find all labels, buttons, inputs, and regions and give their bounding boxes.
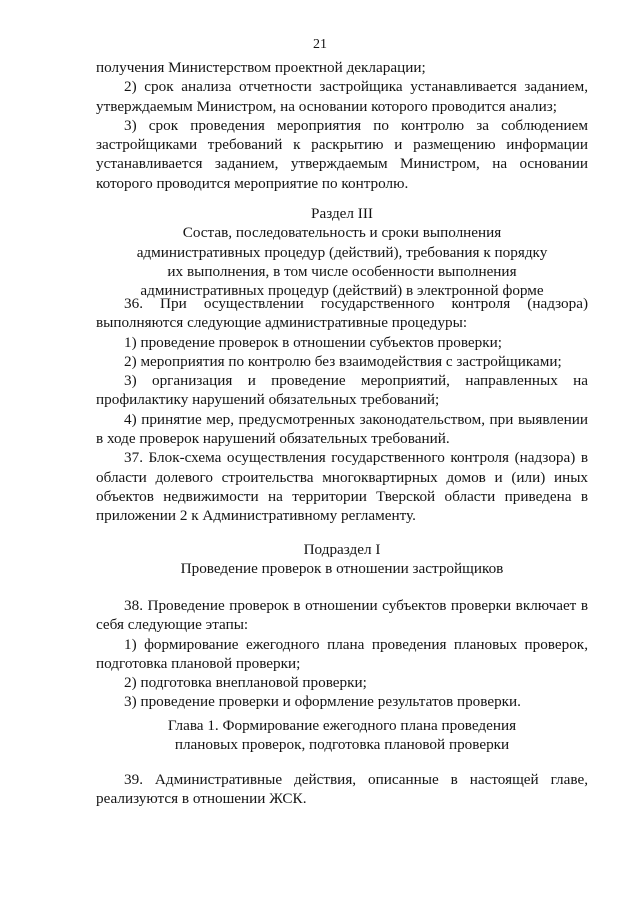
paragraph-38: 38. Проведение проверок в отношении субъектов проверки включает в себя следующие этапы:	[96, 597, 588, 634]
section-heading	[96, 204, 588, 300]
list-item: 2) мероприятия по контролю без взаимодействия с застройщиками;	[124, 352, 562, 370]
section-body	[96, 294, 588, 526]
section-title-line: их выполнения, в том числе особенности выполнения	[167, 262, 517, 280]
intro-block	[96, 58, 588, 193]
paragraph-39: 39. Административные действия, описанные в настоящей главе, реализуются в отношении ЖСК.	[96, 771, 588, 808]
paragraph: 2) срок анализа отчетности застройщика устанавливается заданием, утверждаемым Министром, на основании которого проводится анализ;	[96, 78, 588, 115]
list-item: 3) организация и проведение мероприятий, направленных на профилактику нарушений обязательных требований;	[96, 372, 588, 409]
chapter-heading	[96, 716, 588, 755]
section-label: Раздел III	[311, 205, 373, 222]
page-number: 21	[313, 37, 327, 52]
subsection-body	[96, 596, 588, 712]
chapter-body	[96, 770, 588, 809]
chapter-title-line: плановых проверок, подготовка плановой проверки	[174, 736, 510, 754]
paragraph: получения Министерством проектной декларации;	[96, 59, 426, 76]
paragraph: 3) срок проведения мероприятия по контролю за соблюдением застройщиками требований к раскрытию и размещению информации устанавливается заданием, утверждаемым Министром, на основании которого проводится мероприятие по контролю.	[96, 116, 588, 192]
section-title-line: Состав, последовательность и сроки выполнения	[182, 224, 502, 242]
paragraph-37: 37. Блок-схема осуществления государственного контроля (надзора) в области долевого строительства многоквартирных домов и (или) иных объектов недвижимости на территории Тверской области приведена в приложении 2 к Административному регламенту.	[96, 449, 588, 525]
subsection-title: Проведение проверок в отношении застройщиков	[180, 560, 504, 578]
section-title-line: административных процедур (действий) в электронной форме	[140, 282, 544, 300]
list-item: 2) подготовка внеплановой проверки;	[124, 674, 367, 692]
list-item: 3) проведение проверки и оформление результатов проверки.	[124, 693, 521, 711]
paragraph-36: 36. При осуществлении государственного контроля (надзора) выполняются следующие административные процедуры:	[96, 295, 588, 332]
section-title-line: административных процедур (действий), требования к порядку	[136, 243, 548, 261]
list-item: 1) проведение проверок в отношении субъектов проверки;	[124, 333, 502, 351]
list-item: 4) принятие мер, предусмотренных законодательством, при выявлении в ходе проверок нарушений обязательных требований.	[96, 410, 588, 448]
subsection-heading	[96, 540, 588, 579]
list-item: 1) формирование ежегодного плана проведения плановых проверок, подготовка плановой проверки;	[96, 635, 588, 672]
subsection-label: Подраздел I	[303, 541, 381, 558]
chapter-title-line: Глава 1. Формирование ежегодного плана проведения	[167, 717, 517, 734]
